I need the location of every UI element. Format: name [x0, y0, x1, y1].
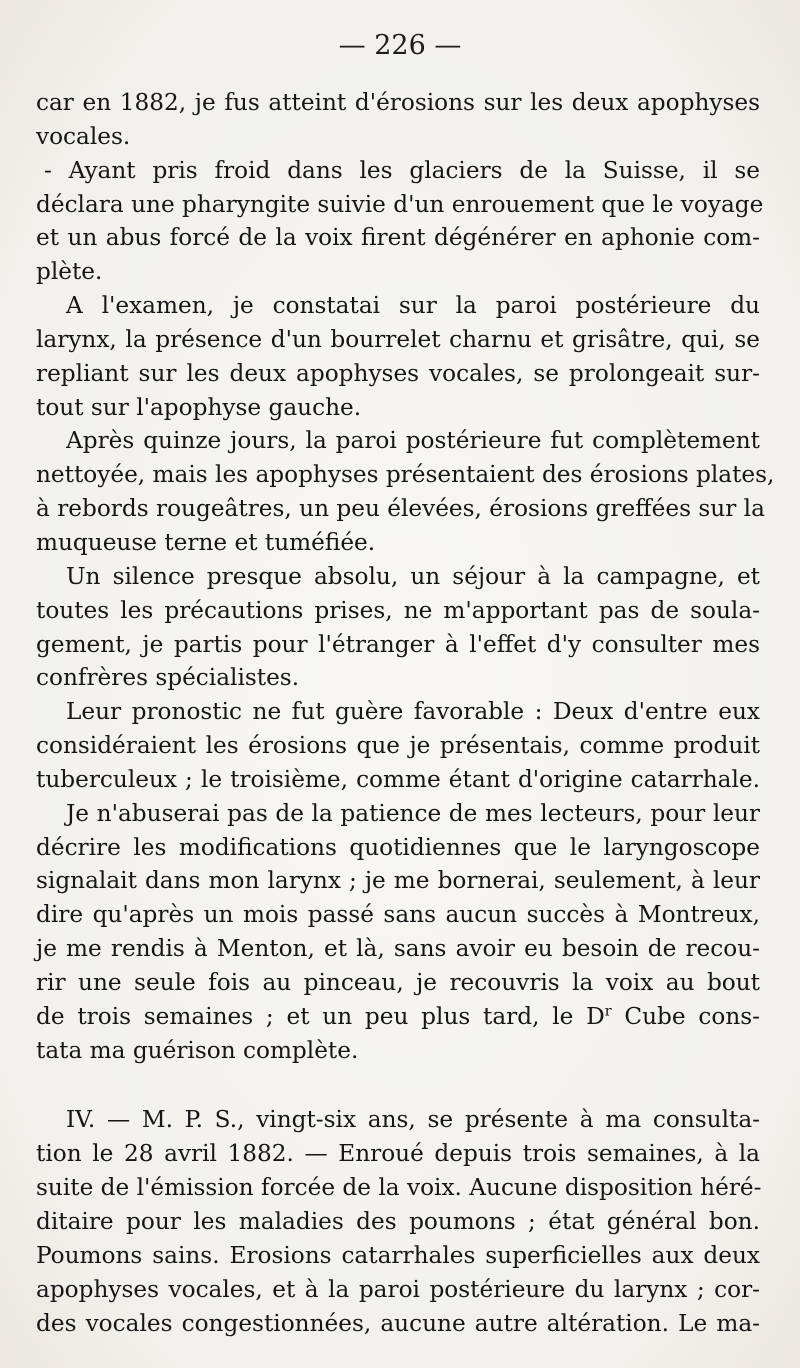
- text-line: tout sur l'apophyse gauche.: [36, 393, 362, 421]
- text-line: ditaire pour les maladies des poumons ; état général bon.: [36, 1208, 760, 1235]
- text-line: repliant sur les deux apophyses vocales, se prolongeait sur-: [36, 359, 760, 387]
- text-line: IV. — M. P. S., vingt-six ans, se présente à ma consulta-: [66, 1106, 760, 1134]
- text-line: larynx, la présence d'un bourrelet charnu et grisâtre, qui, se: [36, 325, 760, 353]
- paragraph-2: [36, 154, 764, 289]
- body-text: [36, 86, 775, 1340]
- text-line: muqueuse terne et tuméfiée.: [36, 528, 376, 556]
- text-line: Poumons sains. Erosions catarrhales superficielles aux deux: [36, 1241, 760, 1269]
- text-line: A l'examen, je constatai sur la paroi postérieure du: [66, 292, 760, 320]
- paragraph-8: [36, 1103, 760, 1340]
- superscript: r: [604, 1003, 612, 1020]
- text-line-with-superscript: [36, 1000, 760, 1034]
- section-gap: [36, 1067, 760, 1103]
- text-line: suite de l'émission forcée de la voix. Aucune disposition héré-: [36, 1174, 762, 1202]
- text-line: déclara une pharyngite suivie d'un enrouement que le voyage: [36, 190, 764, 218]
- text-line: - Ayant pris froid dans les glaciers de la Suisse, il se: [44, 156, 760, 184]
- paragraph-1: [36, 86, 760, 154]
- text-line: Je n'abuserai pas de la patience de mes lecteurs, pour leur: [66, 799, 760, 827]
- text-line: à rebords rougeâtres, un peu élevées, érosions greffées sur la: [36, 495, 765, 523]
- text-line: tuberculeux ; le troisième, comme étant d'origine catarrhale.: [36, 765, 760, 793]
- text-line: signalait dans mon larynx ; je me bornerai, seulement, à leur: [36, 867, 760, 895]
- page-number: — 226 —: [338, 30, 462, 61]
- text-line: plète.: [36, 258, 103, 286]
- text-line: confrères spécialistes.: [36, 664, 300, 692]
- text-line: tata ma guérison complète.: [36, 1036, 359, 1064]
- paragraph-5: [36, 560, 760, 695]
- text-line: considéraient les érosions que je présentais, comme produit: [36, 732, 760, 760]
- text-line: rir une seule fois au pinceau, je recouvris la voix au bout: [36, 968, 760, 996]
- text-line: Après quinze jours, la paroi postérieure fut complètement: [66, 427, 760, 455]
- paragraph-7: [36, 797, 760, 1068]
- text-line: dire qu'après un mois passé sans aucun succès à Montreux,: [36, 901, 760, 929]
- paragraph-4: [36, 424, 775, 559]
- paragraph-6: [36, 695, 760, 797]
- text-line: car en 1882, je fus atteint d'érosions sur les deux apophyses: [36, 89, 760, 116]
- text-line: et un abus forcé de la voix firent dégénérer en aphonie com-: [36, 224, 760, 252]
- text-fragment: Cube cons-: [611, 1002, 760, 1030]
- text-line: Leur pronostic ne fut guère favorable : Deux d'entre eux: [66, 698, 760, 726]
- text-line: nettoyée, mais les apophyses présentaient des érosions plates,: [36, 461, 775, 489]
- text-line: je me rendis à Menton, et là, sans avoir eu besoin de recou-: [36, 935, 760, 963]
- text-line: apophyses vocales, et à la paroi postérieure du larynx ; cor-: [36, 1275, 760, 1303]
- paragraph-3: [36, 289, 760, 424]
- text-line: décrire les modifications quotidiennes que le laryngoscope: [36, 833, 760, 861]
- text-line: tion le 28 avril 1882. — Enroué depuis trois semaines, à la: [36, 1140, 760, 1168]
- text-line: vocales.: [36, 122, 131, 150]
- text-line: Un silence presque absolu, un séjour à la campagne, et: [66, 562, 760, 590]
- text-line: des vocales congestionnées, aucune autre altération. Le ma-: [36, 1309, 760, 1337]
- text-fragment: de trois semaines ; et un peu plus tard, le D: [36, 1002, 605, 1030]
- text-line: gement, je partis pour l'étranger à l'effet d'y consulter mes: [36, 630, 760, 658]
- text-line: toutes les précautions prises, ne m'apportant pas de soula-: [36, 596, 760, 624]
